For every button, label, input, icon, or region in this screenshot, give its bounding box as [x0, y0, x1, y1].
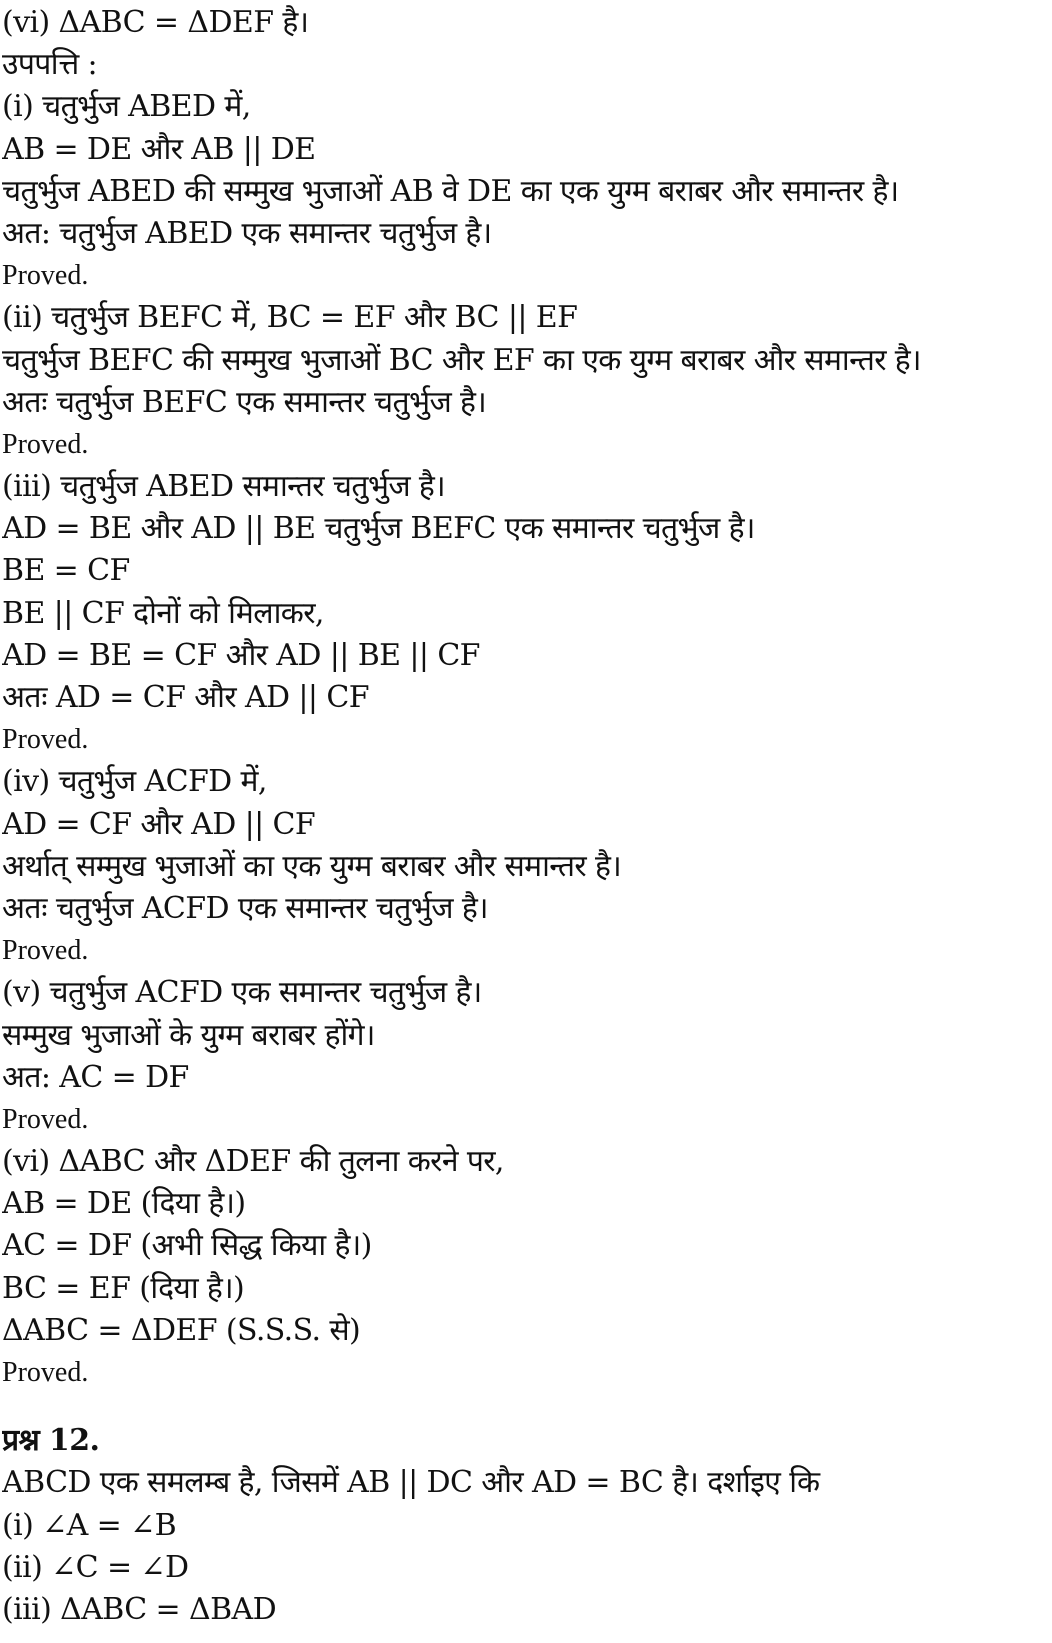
proof-line-3: (i) चतुर्भुज ABED में, — [2, 89, 251, 125]
proof-line-9: चतुर्भुज BEFC की सम्मुख भुजाओं BC और EF का एक युग्म बराबर और समान्तर है। — [2, 342, 921, 378]
proof-line-12: (iii) चतुर्भुज ABED समान्तर चतुर्भुज है। — [2, 469, 446, 505]
proof-line-8: (ii) चतुर्भुज BEFC में, BC = EF और BC || EF — [2, 300, 578, 336]
proof-line-4: AB = DE और AB || DE — [2, 131, 316, 167]
proof-line-20: AD = CF और AD || CF — [2, 806, 316, 842]
proof-line-32: ΔABC = ΔDEF (S.S.S. से) — [2, 1312, 361, 1348]
question-part-1: (i) ∠A = ∠B — [2, 1507, 177, 1543]
proof-line-28: (vi) ΔABC और ΔDEF की तुलना करने पर, — [2, 1144, 504, 1180]
proof-line-29: AB = DE (दिया है।) — [2, 1186, 246, 1222]
proof-heading: उपपत्ति : — [2, 47, 98, 83]
proof-line-15: BE || CF दोनों को मिलाकर, — [2, 595, 324, 631]
proof-line-6: अत: चतुर्भुज ABED एक समान्तर चतुर्भुज है। — [2, 215, 492, 251]
proof-line-16: AD = BE = CF और AD || BE || CF — [2, 637, 480, 673]
section-gap — [2, 1394, 1048, 1420]
proof-line-14: BE = CF — [2, 553, 130, 589]
question-heading: प्रश्न 12. — [2, 1423, 100, 1459]
proved-text: Proved. — [2, 1103, 89, 1135]
proof-line-25: सम्मुख भुजाओं के युग्म बराबर होंगे। — [2, 1017, 375, 1053]
proof-line-24: (v) चतुर्भुज ACFD एक समान्तर चतुर्भुज है। — [2, 975, 482, 1011]
proof-line-1: (vi) ΔABC = ΔDEF है। — [2, 5, 309, 40]
proof-line-10: अतः चतुर्भुज BEFC एक समान्तर चतुर्भुज है। — [2, 384, 487, 420]
proof-line-31: BC = EF (दिया है।) — [2, 1270, 245, 1306]
proved-text: Proved. — [2, 1357, 89, 1388]
proof-line-13: AD = BE और AD || BE चतुर्भुज BEFC एक समान्तर चतुर्भुज है। — [2, 511, 755, 547]
proved-text: Proved. — [2, 428, 89, 460]
proved-text: Proved. — [2, 260, 89, 292]
question-statement: ABCD एक समलम्ब है, जिसमें AB || DC और AD = BC है। दर्शाइए कि — [2, 1465, 820, 1501]
question-part-2: (ii) ∠C = ∠D — [2, 1549, 189, 1585]
proved-text: Proved. — [2, 724, 89, 756]
proof-line-19: (iv) चतुर्भुज ACFD में, — [2, 764, 267, 800]
proved-text: Proved. — [2, 935, 89, 967]
proof-line-17: अतः AD = CF और AD || CF — [2, 680, 369, 715]
proof-line-30: AC = DF (अभी सिद्ध किया है।) — [2, 1228, 372, 1264]
proof-line-21: अर्थात् सम्मुख भुजाओं का एक युग्म बराबर और समान्तर है। — [2, 848, 622, 884]
proof-line-22: अतः चतुर्भुज ACFD एक समान्तर चतुर्भुज है। — [2, 890, 488, 926]
proof-line-5: चतुर्भुज ABED की सम्मुख भुजाओं AB वे DE का एक युग्म बराबर और समान्तर है। — [2, 173, 899, 209]
proof-line-26: अत: AC = DF — [2, 1059, 189, 1095]
question-part-3: (iii) ΔABC = ΔBAD — [2, 1591, 277, 1627]
document-page — [2, 2, 1048, 1631]
